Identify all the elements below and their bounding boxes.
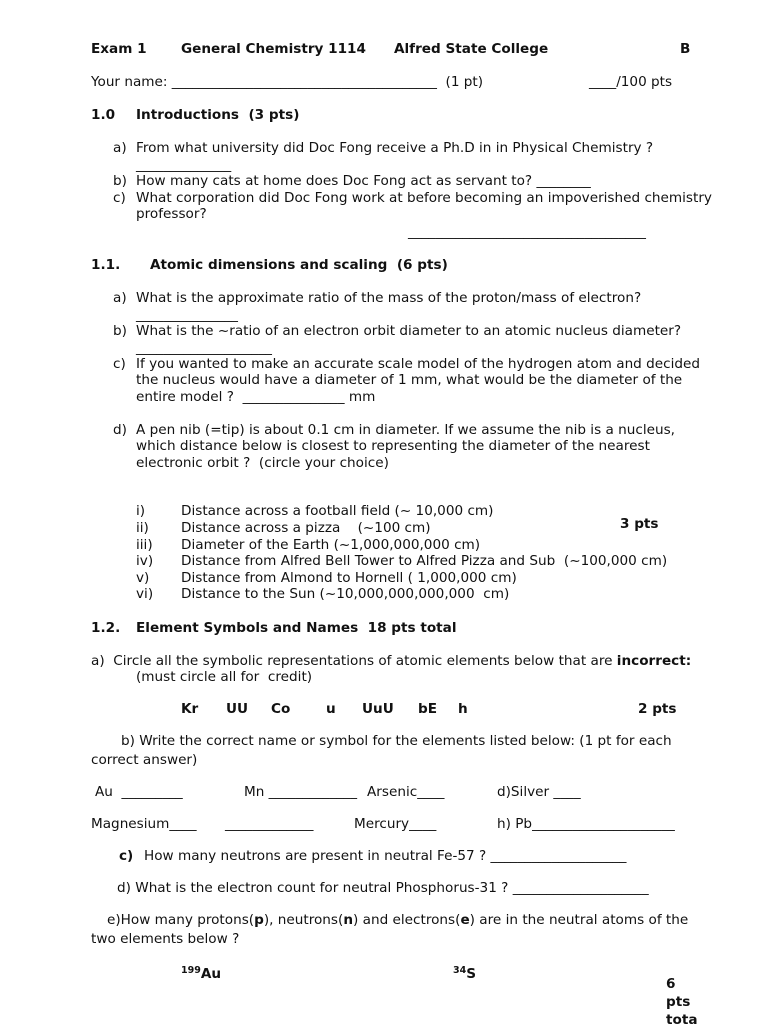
element-blank: Mn _____________ — [244, 784, 358, 800]
question-text: If you wanted to make an accurate scale model of the hydrogen atom and decided — [136, 356, 701, 372]
question-marker: a) — [113, 290, 127, 306]
question-text: What is the ~ratio of an electron orbit diameter to an atomic nucleus diameter? — [136, 323, 682, 339]
question-marker: c) — [119, 848, 134, 864]
question-text — [91, 653, 691, 669]
question-text: two elements below ? — [91, 931, 240, 947]
question-text: How many neutrons are present in neutral Fe-57 ? ____________________ — [144, 848, 627, 864]
question-text: What corporation did Doc Fong work at before becoming an impoverished chemistry — [136, 190, 712, 206]
element-candidate: Co — [271, 701, 291, 717]
question-text: (must circle all for credit) — [136, 669, 313, 685]
choice-text: Distance from Alfred Bell Tower to Alfred Pizza and Sub (~100,000 cm) — [181, 553, 668, 569]
points-label-clipped — [666, 1012, 726, 1024]
question-marker: c) — [113, 190, 126, 206]
question-text-part: e)How many protons( — [107, 912, 255, 928]
question-text: which distance below is closest to representing the diameter of the nearest — [136, 438, 650, 454]
choice-number: iv) — [136, 553, 154, 569]
element-blank: _____________ — [225, 816, 314, 832]
choice-number: iii) — [136, 537, 153, 553]
isotope-sulfur — [453, 963, 476, 982]
name-line: Your name: _______________________________________ (1 pt) — [91, 74, 484, 90]
choice-number: i) — [136, 503, 146, 519]
question-text: electronic orbit ? (circle your choice) — [136, 455, 389, 471]
question-text — [107, 912, 688, 928]
mass-number: 199 — [181, 965, 201, 976]
question-text: b) Write the correct name or symbol for the elements listed below: (1 pt for each — [121, 733, 672, 749]
neutrons-symbol: n — [343, 912, 353, 928]
choice-text: Distance across a football field (~ 10,000 cm) — [181, 503, 494, 519]
question-text-lead: a) Circle all the symbolic representations of atomic elements below that are — [91, 653, 617, 669]
element-blank: Magnesium____ — [91, 816, 197, 832]
element-candidate: UuU — [362, 701, 394, 717]
section-number: 1.1. — [91, 257, 121, 273]
mass-number: 34 — [453, 965, 467, 976]
element-candidate: Kr — [181, 701, 199, 717]
points-label: tota — [666, 1012, 698, 1024]
isotope-gold — [181, 963, 221, 982]
answer-blank: ____________________ — [136, 340, 272, 356]
points-label: 6 — [666, 976, 676, 992]
question-marker: b) — [113, 323, 127, 339]
question-marker: a) — [113, 140, 127, 156]
question-text: From what university did Doc Fong receive a Ph.D in in Physical Chemistry ? — [136, 140, 654, 156]
question-marker: d) — [113, 422, 127, 438]
question-emphasis: incorrect: — [616, 653, 692, 669]
answer-blank: _______________ — [136, 307, 238, 323]
choice-number: ii) — [136, 520, 149, 536]
points-label: 3 pts — [620, 516, 659, 532]
element-blank: Mercury____ — [354, 816, 437, 832]
points-label: 2 pts — [638, 701, 677, 717]
exam-version: B — [680, 41, 691, 57]
question-text: the nucleus would have a diameter of 1 mm, what would be the diameter of the — [136, 372, 683, 388]
question-text-part: ) and electrons( — [353, 912, 461, 928]
answer-blank: ______________ — [136, 157, 232, 173]
choice-text: Distance to the Sun (~10,000,000,000,000 cm) — [181, 586, 510, 602]
question-marker: c) — [113, 356, 126, 372]
electrons-symbol: e — [460, 912, 470, 928]
question-text-part: ) are in the neutral atoms of the — [469, 912, 689, 928]
element-candidate: UU — [226, 701, 249, 717]
choice-text: Distance across a pizza (~100 cm) — [181, 520, 431, 536]
answer-blank: ___________________________________ — [408, 224, 646, 240]
section-title: Element Symbols and Names 18 pts total — [136, 620, 457, 636]
element-blank: Au _________ — [95, 784, 183, 800]
element-symbol: Au — [200, 966, 222, 982]
element-blank: h) Pb_____________________ — [497, 816, 675, 832]
question-text: How many cats at home does Doc Fong act as servant to? ________ — [136, 173, 591, 189]
exam-label: Exam 1 — [91, 41, 147, 57]
section-number: 1.2. — [91, 620, 121, 636]
choice-text: Distance from Almond to Hornell ( 1,000,000 cm) — [181, 570, 517, 586]
question-marker: b) — [113, 173, 127, 189]
college-name: Alfred State College — [394, 41, 549, 57]
question-text: d) What is the electron count for neutral Phosphorus-31 ? ____________________ — [117, 880, 649, 896]
question-text: A pen nib (=tip) is about 0.1 cm in diameter. If we assume the nib is a nucleus, — [136, 422, 675, 438]
choice-text: Diameter of the Earth (~1,000,000,000 cm) — [181, 537, 481, 553]
element-symbol: S — [466, 966, 477, 982]
element-blank: d)Silver ____ — [497, 784, 581, 800]
choice-number: v) — [136, 570, 150, 586]
question-text-part: ), neutrons( — [263, 912, 344, 928]
total-score: ____/100 pts — [589, 74, 673, 90]
course-title: General Chemistry 1114 — [181, 41, 366, 57]
question-text: professor? — [136, 206, 207, 222]
section-title: Atomic dimensions and scaling (6 pts) — [150, 257, 448, 273]
choice-number: vi) — [136, 586, 154, 602]
element-candidate: h — [458, 701, 468, 717]
question-text: What is the approximate ratio of the mass of the proton/mass of electron? — [136, 290, 642, 306]
protons-symbol: p — [254, 912, 264, 928]
element-candidate: u — [326, 701, 336, 717]
element-blank: Arsenic____ — [367, 784, 445, 800]
element-candidate: bE — [418, 701, 438, 717]
section-number: 1.0 — [91, 107, 116, 123]
points-label: pts — [666, 994, 691, 1010]
question-text: entire model ? _______________ mm — [136, 389, 376, 405]
question-text: correct answer) — [91, 752, 198, 768]
section-title: Introductions (3 pts) — [136, 107, 300, 123]
